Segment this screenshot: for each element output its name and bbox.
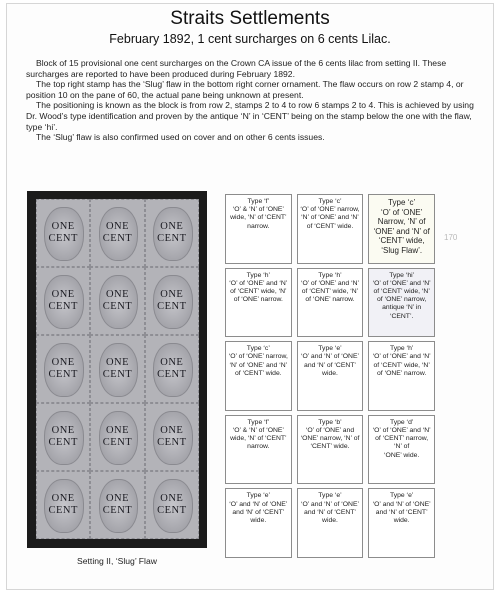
stamp-block-caption: Setting II, ‘Slug’ Flaw xyxy=(77,556,157,566)
stamp xyxy=(36,335,90,403)
stamp xyxy=(145,267,199,335)
stamp xyxy=(145,471,199,539)
type-cell: Type ‘f’ ‘O’ & ‘N’ of ‘ONE’ wide, ‘N’ of ‘CENT’ narrow. xyxy=(225,194,292,264)
surcharge-text: ONE CENT xyxy=(48,221,78,244)
type-cell: Type ‘h’ ‘O’ of ‘ONE’ and ‘N’ of ‘CENT’ wide, ‘N’ of ‘ONE’ narrow. xyxy=(368,341,435,411)
type-cell: Type ‘e’ ‘O’ and ‘N’ of ‘ONE’ and ‘N’ of ‘CENT’ wide. xyxy=(297,488,364,558)
surcharge-text: ONE CENT xyxy=(102,357,133,380)
surcharge-text: ONE CENT xyxy=(48,357,78,380)
surcharge-text: ONE CENT xyxy=(157,289,187,312)
surcharge-text: ONE CENT xyxy=(48,425,78,448)
surcharge-text: ONE CENT xyxy=(102,289,133,312)
stamp xyxy=(90,335,144,403)
type-cell: Type ‘hi’ ‘O’ of ‘ONE’ and ‘N’ of ‘CENT’ wide, ‘N’ of ‘ONE’ narrow, antique ‘N’ in ‘CENT’. xyxy=(368,268,435,338)
surcharge-text: ONE CENT xyxy=(157,493,187,516)
paragraph: The positioning is known as the block is from row 2, stamps 2 to 4 to row 6 stamps 2 to 4. This is achieved by using Dr. Wood’s type identification and proven by the antique ‘N’ in ‘CENT’ being on the stamp below the one with the flaw, type ‘hi’. xyxy=(26,100,474,132)
type-cell: Type ‘c’ ‘O’ of ‘ONE’ Narrow, ‘N’ of ‘ONE’ and ‘N’ of ‘CENT’ wide, ‘Slug Flaw’. xyxy=(368,194,435,264)
type-cell: Type ‘h’ ‘O’ of ‘ONE’ and ‘N’ of ‘CENT’ wide, ‘N’ of ‘ONE’ narrow. xyxy=(297,268,364,338)
stamp xyxy=(36,471,90,539)
type-cell: Type ‘c’ ‘O’ of ‘ONE’ narrow, ‘N’ of ‘ONE’ and ‘N’ of ‘CENT’ wide. xyxy=(225,341,292,411)
surcharge-text: ONE CENT xyxy=(157,357,187,380)
description-text xyxy=(26,58,476,143)
type-cell: Type ‘e’ ‘O’ and ‘N’ of ‘ONE’ and ‘N’ of ‘CENT’ wide. xyxy=(297,341,364,411)
stamp xyxy=(36,199,90,267)
type-identification-table xyxy=(225,194,435,558)
stamp xyxy=(145,335,199,403)
type-cell: Type ‘e’ ‘O’ and ‘N’ of ‘ONE’ and ‘N’ of ‘CENT’ wide. xyxy=(368,488,435,558)
surcharge-text: ONE CENT xyxy=(48,289,78,312)
type-cell: Type ‘h’ ‘O’ of ‘ONE’ and ‘N’ of ‘CENT’ wide, ‘N’ of ‘ONE’ narrow. xyxy=(225,268,292,338)
stamp xyxy=(145,403,199,471)
surcharge-text: ONE CENT xyxy=(102,425,133,448)
pencil-note: 170 xyxy=(444,233,458,242)
surcharge-text: ONE CENT xyxy=(157,221,187,244)
paragraph: Block of 15 provisional one cent surcharges on the Crown CA issue of the 6 cents lilac from setting II. These surcharges are reported to have been produced during February 1892. xyxy=(26,58,447,79)
type-cell: Type ‘f’ ‘O’ & ‘N’ of ‘ONE’ wide, ‘N’ of ‘CENT’ narrow. xyxy=(225,415,292,485)
type-cell: Type ‘c’ ‘O’ of ‘ONE’ narrow, ‘N’ of ‘ONE’ and ‘N’ of ‘CENT’ wide. xyxy=(297,194,364,264)
stamp xyxy=(90,199,144,267)
stamp xyxy=(90,267,144,335)
stamp xyxy=(90,403,144,471)
type-cell: Type ‘d’ ‘O’ of ‘ONE’ and ‘N’ of ‘CENT’ narrow, ‘N’ of ‘ONE’ wide. xyxy=(368,415,435,485)
type-cell: Type ‘b’ ‘O’ of ‘ONE’ and ‘ONE’ narrow, ‘N’ of ‘CENT’ wide. xyxy=(297,415,364,485)
type-cell: Type ‘e’ ‘O’ and ‘N’ of ‘ONE’ and ‘N’ of ‘CENT’ wide. xyxy=(225,488,292,558)
paragraph: The ‘Slug’ flaw is also confirmed used on cover and on other 6 cents issues. xyxy=(36,132,325,143)
page-subtitle: February 1892, 1 cent surcharges on 6 cents Lilac. xyxy=(109,32,391,46)
stamp xyxy=(90,471,144,539)
surcharge-text: ONE CENT xyxy=(102,221,133,244)
surcharge-text: ONE CENT xyxy=(102,493,133,516)
stamp xyxy=(36,403,90,471)
stamp xyxy=(145,199,199,267)
paragraph: The top right stamp has the ‘Slug’ flaw in the bottom right corner ornament. The flaw occurs on row 2 stamp 4, or position 10 on the pane of 60, the actual pane being unknown at present. xyxy=(26,79,464,100)
surcharge-text: ONE CENT xyxy=(157,425,187,448)
surcharge-text: ONE CENT xyxy=(48,493,78,516)
stamp-block xyxy=(36,199,199,539)
page-title: Straits Settlements xyxy=(170,8,330,29)
stamp xyxy=(36,267,90,335)
